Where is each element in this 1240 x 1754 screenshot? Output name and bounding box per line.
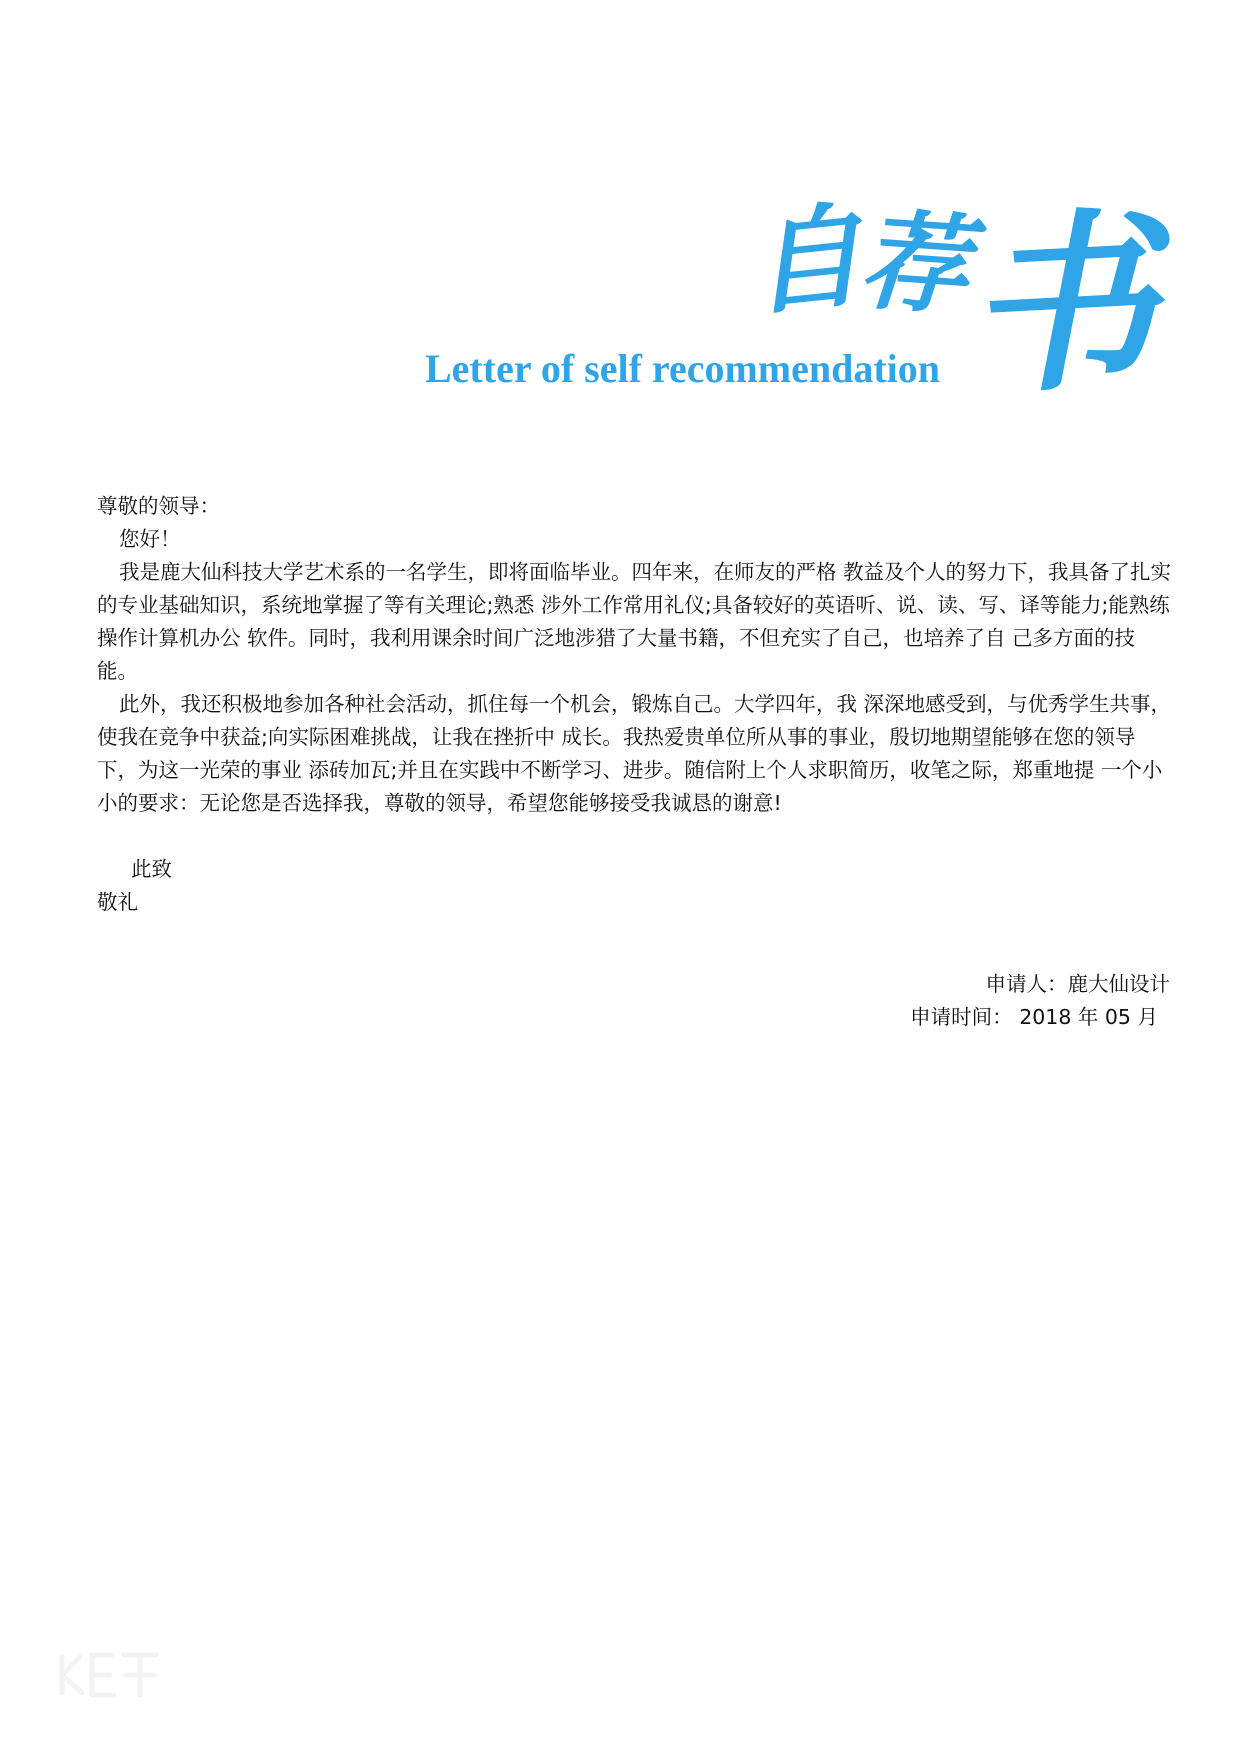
title-char-1: 自 [743,189,869,332]
applicant-line: 申请人：鹿大仙设计 [985,972,1170,996]
greeting: 您好！ [119,527,181,551]
logo-watermark-icon [52,1645,162,1705]
letter-header [0,0,1240,420]
english-subtitle: Letter of self recommendation [425,346,941,391]
closing-block [97,853,1172,919]
title-char-3: 书 [959,188,1161,421]
salutation: 尊敬的领导： [97,494,220,518]
signature-block [910,968,1170,1034]
closing-line-2: 敬礼 [97,890,138,914]
date-line: 申请时间： 2018 年 05 月 [910,1005,1158,1029]
paragraph-1: 我是鹿大仙科技大学艺术系的一名学生，即将面临毕业。四年来，在师友的严格 教益及个人的努力下，我具备了扎实的专业基础知识，系统地掌握了等有关理论;熟悉 涉外工作常用礼仪;具备较好的英语听、说、读、写、译等能力;能熟练操作计算机办公 软件。同时，我利用课余时间广泛地涉猎了大量书籍，不但充实了自己，也培养了自 己多方面的技能。 [97,560,1172,683]
title-char-2: 荐 [855,197,973,331]
letter-body [97,490,1172,919]
paragraph-2: 此外，我还积极地参加各种社会活动，抓住每一个机会，锻炼自己。大学四年，我 深深地感受到，与优秀学生共事，使我在竞争中获益;向实际困难挑战，让我在挫折中 成长。我热爱贵单位所从事的事业，殷切地期望能够在您的领导下，为这一光荣的事业 添砖加瓦;并且在实践中不断学习、进步。随信附上个人求职简历，收笔之际，郑重地提 一个小小的要求：无论您是否选择我，尊敬的领导，希望您能够接受我诚恳的谢意! [97,692,1172,815]
closing-line-1: 此致 [131,857,172,881]
